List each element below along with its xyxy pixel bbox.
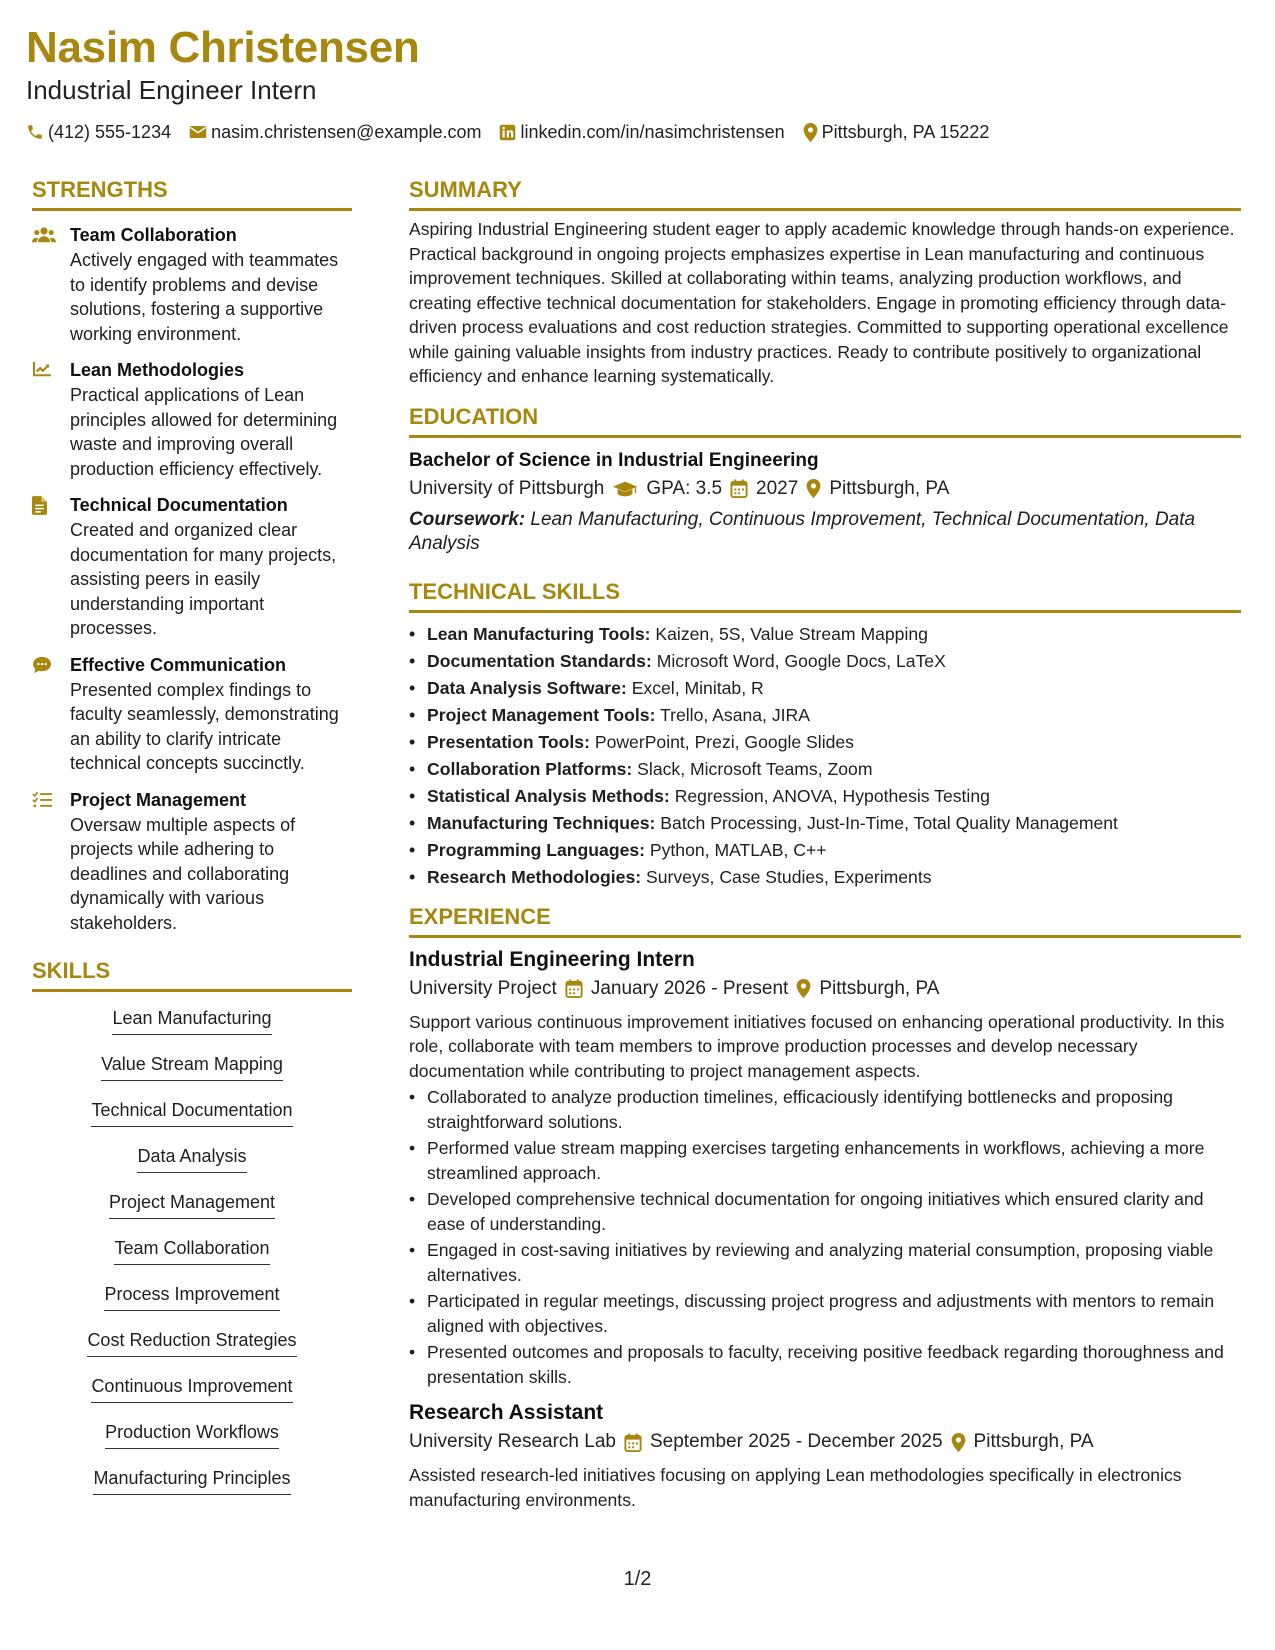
calendar-icon (624, 1433, 642, 1452)
school-name: University of Pittsburgh (409, 477, 605, 499)
technical-skills-heading: TECHNICAL SKILLS (409, 578, 1241, 613)
summary-text: Aspiring Industrial Engineering student eager to apply academic knowledge through hands-on experience. Practical background in ongoing projects emphasizes expertise in Lean manufacturing and continuous improvement techniques. Skilled at collaborating within teams, analyzing production workflows, and creating effective technical documentation for stakeholders. Engage in promoting efficiency through data-driven process evaluations and cost reduction strategies. Committed to supporting operational excellence while gaining valuable insights from industry practices. Ready to contribute positively to organizational efficiency and enhance learning systematically. (409, 219, 1235, 386)
strength-item (32, 788, 352, 936)
list-item (409, 837, 1241, 864)
chart-line-icon (32, 361, 52, 377)
resume-header (26, 22, 1251, 144)
tech-skill-value: Microsoft Word, Google Docs, LaTeX (656, 650, 946, 671)
strength-title: Project Management (70, 789, 247, 810)
list-item: • Presented outcomes and proposals to faculty, receiving positive feedback regarding thoroughness and presentation skills. (409, 1340, 1241, 1389)
document-icon (32, 496, 47, 515)
phone-icon (26, 123, 44, 141)
tech-skill-value: PowerPoint, Prezi, Google Slides (594, 731, 854, 752)
tech-skill-label: Lean Manufacturing Tools: (427, 623, 651, 644)
list-item: • Developed comprehensive technical documentation for ongoing initiatives which ensured clarity and ease of understanding. (409, 1187, 1241, 1236)
skill-tag: Cost Reduction Strategies (87, 1328, 296, 1357)
envelope-icon (189, 124, 207, 140)
job-meta (409, 974, 1241, 1004)
candidate-role: Industrial Engineer Intern (26, 75, 317, 105)
job-description: Support various continuous improvement initiatives focused on enhancing operational productivity. In this role, collaborate with team members to improve production processes and develop necessary documentation while contributing to project management aspects. (409, 1011, 1225, 1081)
list-item (409, 621, 1241, 648)
job-title: Industrial Engineering Intern (409, 947, 695, 971)
contact-linkedin[interactable] (499, 122, 784, 143)
map-pin-icon (796, 979, 811, 998)
skill-tag: Manufacturing Principles (93, 1466, 290, 1495)
tech-skill-label: Project Management Tools: (427, 704, 656, 725)
page-number: 1/2 (623, 1568, 652, 1590)
tech-skill-label: Data Analysis Software: (427, 677, 627, 698)
tech-skill-value: Slack, Microsoft Teams, Zoom (637, 758, 873, 779)
strength-item (32, 493, 352, 641)
skill-tag: Lean Manufacturing (112, 1006, 271, 1035)
tech-skill-value: Batch Processing, Just-In-Time, Total Quality Management (660, 812, 1118, 833)
tech-skill-label: Documentation Standards: (427, 650, 652, 671)
skill-tag: Team Collaboration (114, 1236, 269, 1265)
summary-heading: SUMMARY (409, 176, 1241, 211)
job-org: University Research Lab (409, 1431, 616, 1452)
strength-desc: Presented complex findings to faculty seamlessly, demonstrating an ability to clarify intricate technical concepts succinctly. (70, 679, 339, 773)
education-location: Pittsburgh, PA (829, 477, 950, 499)
grad-year: 2027 (756, 477, 799, 499)
coursework (409, 508, 1241, 556)
list-item (409, 864, 1241, 891)
strength-desc: Practical applications of Lean principles allowed for determining waste and improving overall production efficiency effectively. (70, 385, 338, 479)
list-item (409, 810, 1241, 837)
skills-list (32, 1006, 352, 1512)
skill-tag: Continuous Improvement (91, 1374, 292, 1403)
tech-skill-label: Statistical Analysis Methods: (427, 785, 670, 806)
contact-bar (26, 120, 1251, 144)
strength-item (32, 653, 352, 776)
calendar-icon (565, 979, 583, 998)
strength-desc: Oversaw multiple aspects of projects while adhering to deadlines and collaborating dynamically with various stakeholders. (70, 814, 296, 933)
education-meta (409, 474, 1241, 504)
list-item: • Engaged in cost-saving initiatives by reviewing and analyzing material consumption, proposing viable alternatives. (409, 1238, 1241, 1287)
linkedin-icon (499, 124, 516, 141)
skill-tag: Process Improvement (104, 1282, 279, 1311)
job-org: University Project (409, 977, 557, 999)
list-item: • Performed value stream mapping exercises targeting enhancements in workflows, achieving a more streamlined approach. (409, 1136, 1241, 1185)
gpa-text: GPA: 3.5 (646, 477, 723, 499)
experience-heading: EXPERIENCE (409, 903, 1241, 938)
job-meta (409, 1427, 1241, 1457)
job-location: Pittsburgh, PA (973, 1431, 1094, 1452)
tech-skill-value: Python, MATLAB, C++ (649, 839, 827, 860)
job-dates: January 2026 - Present (590, 977, 789, 999)
skill-tag: Production Workflows (105, 1420, 279, 1449)
job-bullets (409, 1085, 1241, 1389)
skills-heading: SKILLS (32, 957, 352, 992)
contact-location (803, 122, 990, 143)
tech-skill-label: Programming Languages: (427, 839, 645, 860)
contact-phone[interactable] (26, 122, 171, 143)
strength-title: Team Collaboration (70, 225, 237, 245)
list-item (409, 702, 1241, 729)
list-item (409, 675, 1241, 702)
email-text: nasim.christensen@example.com (211, 121, 482, 142)
strength-desc: Created and organized clear documentation for many projects, assisting peers in easily understanding important processes. (70, 520, 337, 638)
list-item (409, 783, 1241, 810)
skill-tag: Data Analysis (137, 1144, 246, 1173)
tech-skill-label: Research Methodologies: (427, 866, 642, 887)
strengths-heading: STRENGTHS (32, 176, 352, 211)
tech-skill-value: Surveys, Case Studies, Experiments (646, 866, 932, 887)
skill-tag: Technical Documentation (91, 1098, 292, 1127)
skill-tag: Value Stream Mapping (101, 1052, 283, 1081)
tech-skill-value: Kaizen, 5S, Value Stream Mapping (655, 623, 928, 644)
users-icon (32, 226, 56, 244)
contact-email[interactable] (189, 122, 481, 143)
right-column (409, 176, 1241, 1512)
map-pin-icon (803, 123, 818, 142)
tech-skill-value: Excel, Minitab, R (631, 677, 764, 698)
map-pin-icon (806, 479, 821, 498)
checklist-icon (32, 791, 52, 808)
map-pin-icon (951, 1433, 966, 1452)
phone-text: (412) 555-1234 (48, 121, 172, 142)
left-column (32, 176, 352, 1512)
job-title: Research Assistant (409, 1401, 604, 1424)
candidate-name: Nasim Christensen (26, 23, 420, 72)
tech-skill-value: Trello, Asana, JIRA (660, 704, 810, 725)
education-heading: EDUCATION (409, 403, 1241, 438)
list-item (409, 648, 1241, 675)
skill-tag: Project Management (109, 1190, 275, 1219)
list-item (409, 729, 1241, 756)
location-text: Pittsburgh, PA 15222 (821, 121, 990, 142)
linkedin-text: linkedin.com/in/nasimchristensen (520, 121, 785, 142)
degree-title: Bachelor of Science in Industrial Engineering (409, 449, 819, 471)
coursework-list: Lean Manufacturing, Continuous Improvement, Technical Documentation, Data Analysis (409, 508, 1196, 554)
list-item (409, 756, 1241, 783)
strength-desc: Actively engaged with teammates to identify problems and devise solutions, fostering a supportive working environment. (70, 250, 339, 344)
job-location: Pittsburgh, PA (819, 977, 940, 999)
graduation-cap-icon (612, 480, 638, 498)
strength-title: Effective Communication (70, 654, 287, 675)
list-item: • Participated in regular meetings, discussing project progress and adjustments with mentors to remain aligned with objectives. (409, 1289, 1241, 1338)
tech-skill-label: Collaboration Platforms: (427, 758, 633, 779)
strength-title: Technical Documentation (70, 495, 288, 515)
coursework-label: Coursework: (409, 508, 526, 530)
calendar-icon (730, 479, 748, 498)
strength-item (32, 358, 352, 481)
tech-skill-label: Presentation Tools: (427, 731, 590, 752)
list-item: • Collaborated to analyze production timelines, efficaciously identifying bottlenecks and proposing straightforward solutions. (409, 1085, 1241, 1134)
technical-skills-list (409, 621, 1241, 891)
strength-item (32, 223, 352, 346)
tech-skill-label: Manufacturing Techniques: (427, 812, 656, 833)
job-description: Assisted research-led initiatives focusing on applying Lean methodologies specifically in electronics manufacturing environments. (409, 1465, 1182, 1510)
chat-icon (32, 656, 52, 674)
tech-skill-value: Regression, ANOVA, Hypothesis Testing (674, 785, 990, 806)
job-dates: September 2025 - December 2025 (649, 1431, 943, 1452)
strength-title: Lean Methodologies (70, 360, 245, 380)
